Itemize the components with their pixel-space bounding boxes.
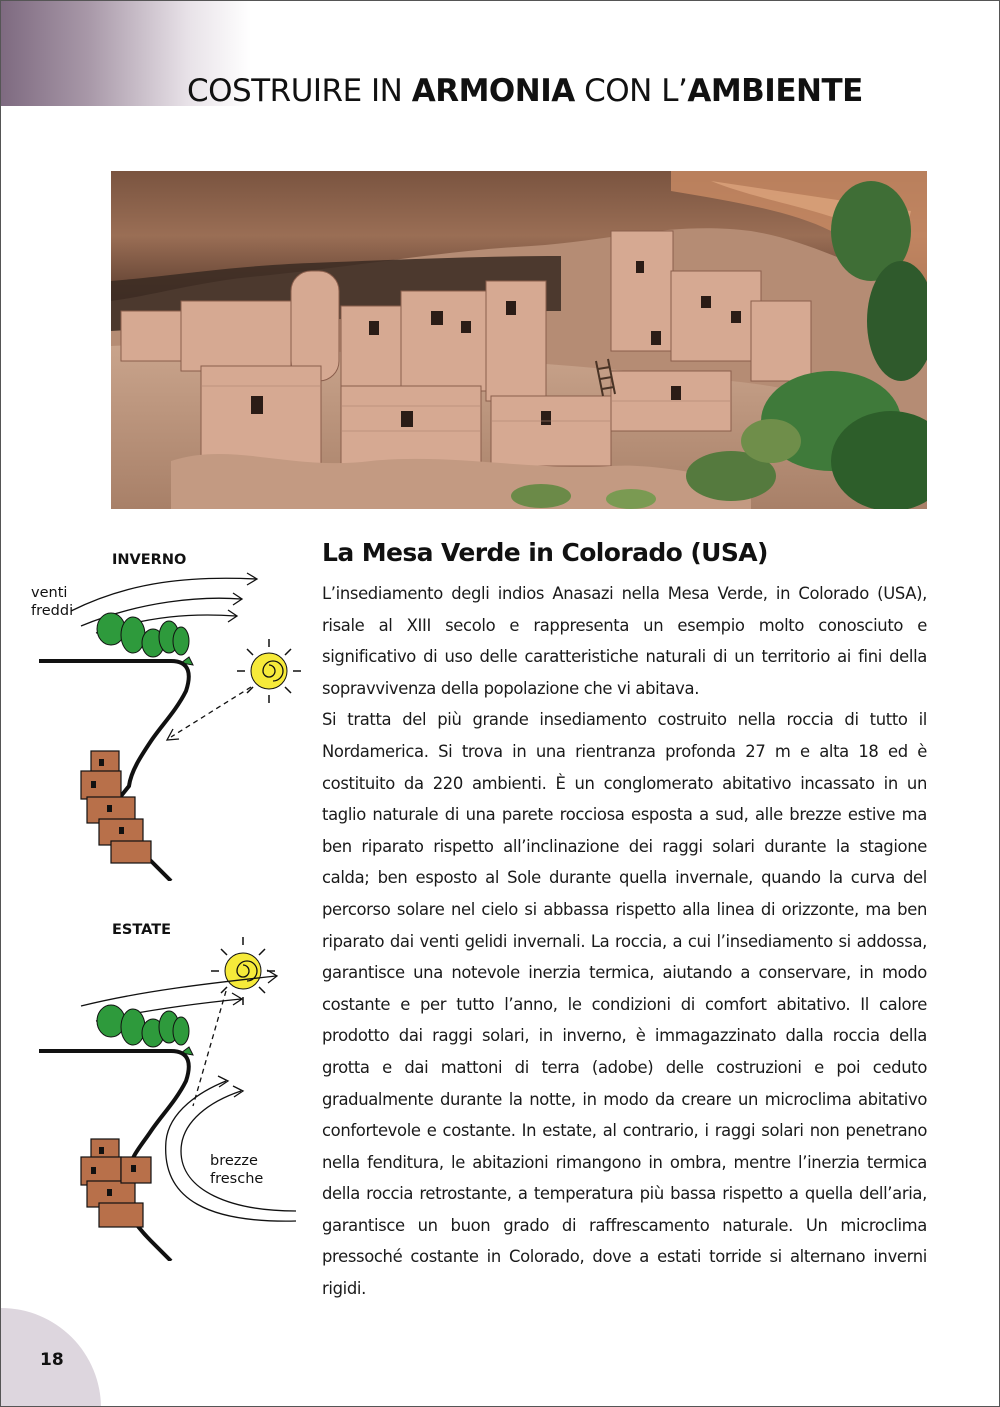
title-part-2: CON L’ [574,73,688,109]
cool-breezes-line-2: fresche [210,1171,264,1187]
summer-label: ESTATE [112,922,172,938]
cliff-dwelling-photo [111,171,927,509]
page-title [187,73,987,109]
sun-icon [211,937,275,1005]
paragraph-2: Si tratta del più grande insediamento costruito nella roccia di tutto il Nordamerica. Si trova in una rientranza profonda 27 m e alta 18 ed è costituito da 220 ambienti. È un conglomerato abitativo incassato in un taglio naturale di una parete rocciosa esposta a sud, alle brezze estive ma ben riparato rispetto all’inclinazione dei raggi solari durante la stagione calda; ben esposto al Sole durante quella invernale, quando la curva del percorso solare nel cielo si abbassa rispetto alla linea di orizzonte, ma ben riparato dai venti gelidi invernali. La roccia, a cui l’insediamento si addossa, garantisce una notevole inerzia termica, aiutando a conservare, in modo costante e per tutto l’anno, le condizioni di comfort abitativo. Il calore prodotto dai raggi solari, in inverno, è immagazzinato dalla roccia della grotta e dai mattoni di terra (adobe) delle costruzioni e poi ceduto gradualmente durante la notte, in modo da creare un microclima abitativo confortevole e costante. In estate, al contrario, i raggi solari non penetrano nella fenditura, le abitazioni rimangono in ombra, mentre l’inerzia termica della roccia retrostante, a temperatura più bassa rispetto a quella dell’aria, garantisce un buon grado di raffrescamento naturale. Un microclima pressoché costante in Colorado, dove a estati torride si alternano inverni rigidi. [322,710,927,1299]
article-body [322,578,927,1305]
title-part-1: COSTRUIRE IN [187,73,412,109]
summer-diagram [21,921,321,1261]
winter-diagram [21,561,321,881]
paragraph-1: L’insediamento degli indios Anasazi nella Mesa Verde, in Colorado (USA), risale al XIII secolo e rappresenta un esempio molto conosciuto e significativo di uso delle caratteristiche naturali di un territorio ai fini della sopravvivenza della popolazione che vi abitava. [322,584,927,698]
title-bold-2: AMBIENTE [687,73,863,109]
cold-winds-line-2: freddi [31,603,74,619]
winter-label: INVERNO [112,552,187,568]
cool-breezes-line-1: brezze [210,1153,258,1169]
page-number: 18 [40,1350,64,1370]
title-bold-1: ARMONIA [411,73,575,109]
sun-icon [237,639,301,703]
section-title: La Mesa Verde in Colorado (USA) [322,538,768,567]
cold-winds-line-1: venti [31,585,68,601]
adobe-buildings [81,751,151,863]
